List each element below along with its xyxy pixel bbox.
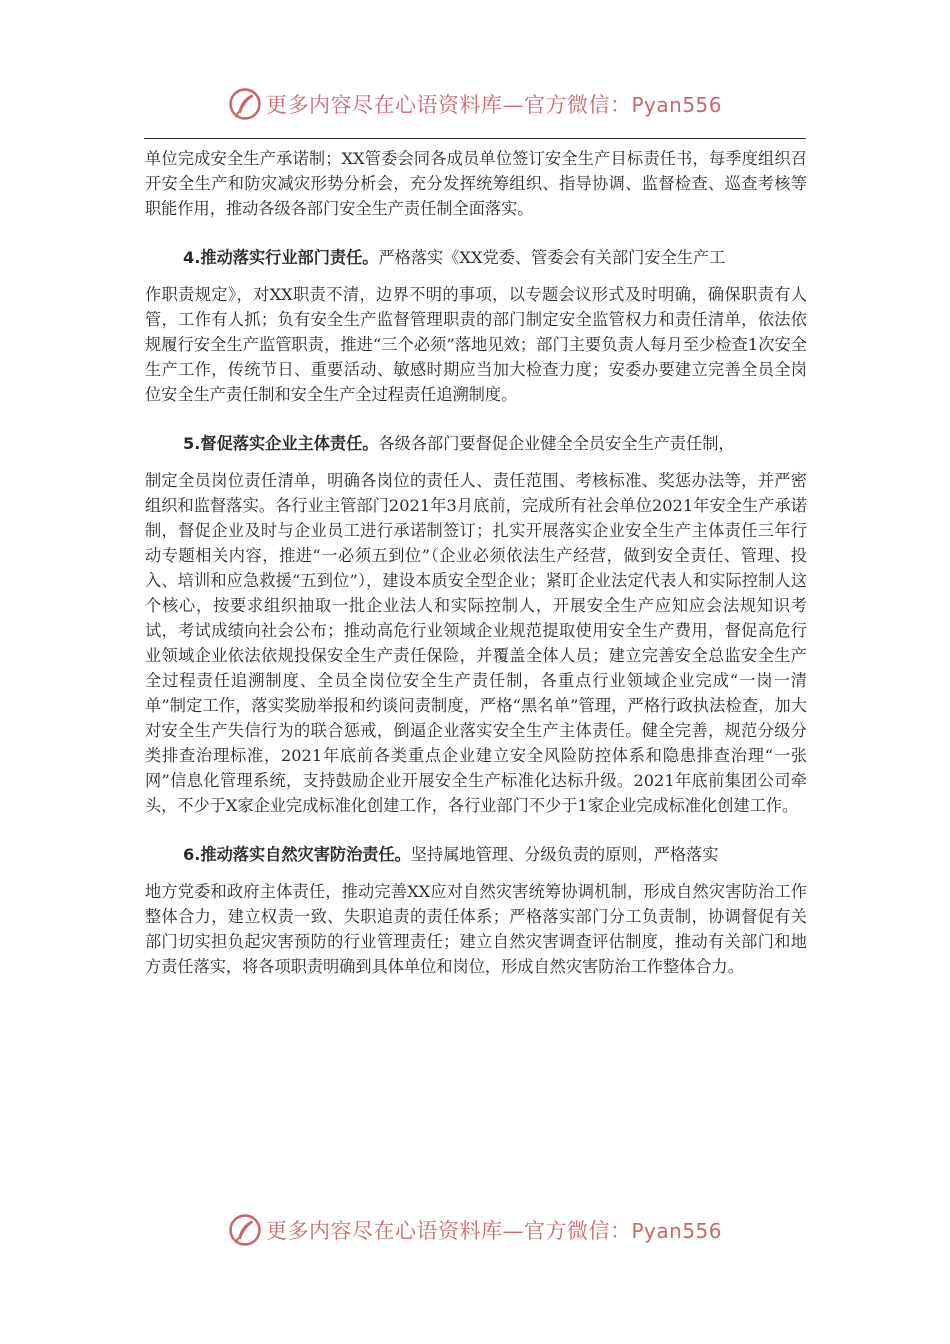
header-rule xyxy=(144,138,806,139)
section-6-heading-line xyxy=(145,842,807,867)
banner-text: 更多内容尽在心语资料库—官方微信：Pyan556 xyxy=(265,1219,722,1243)
paragraph-section-6: 地方党委和政府主体责任，推动完善XX应对自然灾害统筹协调机制，形成自然灾害防治工作整体合力，建立权责一致、失职追责的责任体系；严格落实部门分工负责制，协调督促有关部门切实担负起灾害预防的行业管理责任；建立自然灾害调查评估制度，推动有关部门和地方责任落实，将各项职责明确到具体单位和岗位，形成自然灾害防治工作整体合力。 xyxy=(145,882,807,976)
section-5-title: 5.督促落实企业主体责任。 xyxy=(183,434,379,453)
section-5-heading-line xyxy=(145,431,807,456)
section-4-heading-line xyxy=(145,245,807,270)
section-4-title: 4.推动落实行业部门责任。 xyxy=(183,248,379,267)
section-6-lead: 坚持属地管理、分级负责的原则，严格落实 xyxy=(410,845,719,864)
paragraph-intro: 单位完成安全生产承诺制；XX管委会同各成员单位签订安全生产目标责任书，每季度组织召开安全生产和防灾减灾形势分析会，充分发挥统筹组织、指导协调、监督检查、巡查考核等职能作用，推动各级各部门安全生产责任制全面落实。 xyxy=(145,149,807,218)
section-5-lead: 各级各部门要督促企业健全全员安全生产责任制， xyxy=(378,434,735,453)
quill-logo-icon xyxy=(228,87,262,121)
section-6-title: 6.推动落实自然灾害防治责任。 xyxy=(183,845,411,864)
wechat-id: Pyan556 xyxy=(631,1219,722,1243)
document-body xyxy=(145,146,807,1003)
banner-text: 更多内容尽在心语资料库—官方微信：Pyan556 xyxy=(265,93,722,117)
footer-banner xyxy=(0,1210,950,1250)
section-4-lead: 严格落实《XX党委、管委会有关部门安全生产工 xyxy=(378,248,726,267)
header-banner xyxy=(0,84,950,124)
quill-logo-icon xyxy=(228,1213,262,1247)
wechat-id: Pyan556 xyxy=(631,93,722,117)
paragraph-section-5: 制定全员岗位责任清单，明确各岗位的责任人、责任范围、考核标准、奖惩办法等，并严密组织和监督落实。各行业主管部门2021年3月底前，完成所有社会单位2021年安全生产承诺制，督促企业及时与企业员工进行承诺制签订；扎实开展落实企业安全生产主体责任三年行动专题相关内容，推进“一必须五到位”（企业必须依法生产经营，做到安全责任、管理、投入、培训和应急救援“五到位”），建设本质安全型企业；紧盯企业法定代表人和实际控制人这个核心，按要求组织抽取一批企业法人和实际控制人，开展安全生产应知应会法规知识考试，考试成绩向社会公布；推动高危行业领域企业规范提取使用安全生产费用，督促高危行业领域企业依法依规投保安全生产责任保险，并覆盖全体人员；建立完善安全总监安全生产全过程责任追溯制度、全员全岗位安全生产责任制，各重点行业领域企业完成“一岗一清单”制定工作，落实奖励举报和约谈问责制度，严格“黑名单”管理，严格行政执法检查，加大对安全生产失信行为的联合惩戒，倒逼企业落实安全生产主体责任。健全完善，规范分级分类排查治理标准，2021年底前各类重点企业建立安全风险防控体系和隐患排查治理“一张网”信息化管理系统，支持鼓励企业开展安全生产标准化达标升级。2021年底前集团公司牵头，不少于X家企业完成标准化创建工作，各行业部门不少于1家企业完成标准化创建工作。 xyxy=(145,471,807,815)
paragraph-section-4: 作职责规定》，对XX职责不清，边界不明的事项，以专题会议形式及时明确，确保职责有人管，工作有人抓；负有安全生产监督管理职责的部门制定安全监管权力和责任清单，依法依规履行安全生产监管职责，推进“三个必须”落地见效；部门主要负责人每月至少检查1次安全生产工作，传统节日、重要活动、敏感时期应当加大检查力度；安委办要建立完善全员全岗位安全生产责任制和安全生产全过程责任追溯制度。 xyxy=(145,285,807,404)
